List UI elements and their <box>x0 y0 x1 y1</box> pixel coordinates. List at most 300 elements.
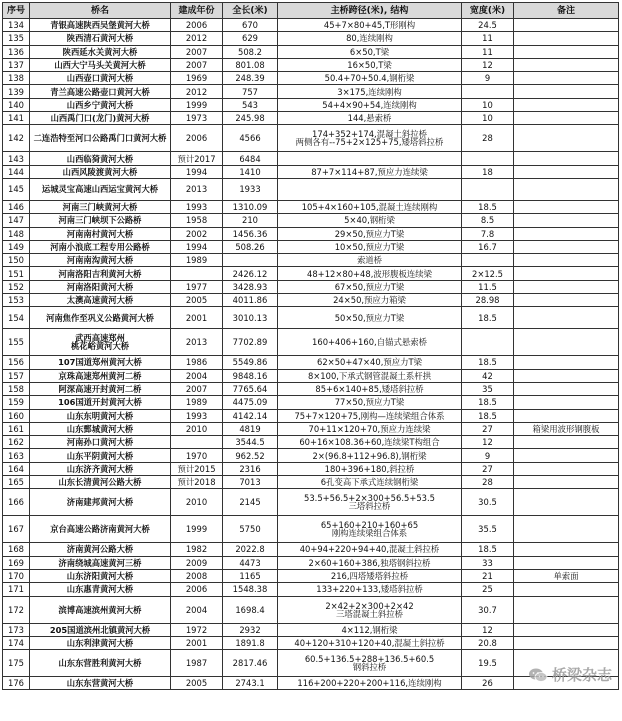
cell-no: 161 <box>3 422 30 435</box>
cell-no: 137 <box>3 58 30 71</box>
cell-name: 河南焦作至巩义公路黄河大桥 <box>30 307 171 329</box>
cell-name: 山东惠青黄河大桥 <box>30 583 171 596</box>
cell-no: 173 <box>3 623 30 636</box>
cell-length: 5750 <box>223 516 278 543</box>
cell-width: 12 <box>462 58 514 71</box>
cell-name: 京珠高速郑州黄河二桥 <box>30 369 171 382</box>
cell-note <box>514 294 619 307</box>
cell-year: 1989 <box>171 254 223 267</box>
cell-year: 预计2017 <box>171 152 223 165</box>
cell-span: 174+352+174,混凝土斜拉桥 两侧各有--75+2×125+75,矮塔斜拉桥 <box>278 125 462 152</box>
cell-year: 1993 <box>171 200 223 213</box>
cell-span: 索道桥 <box>278 254 462 267</box>
cell-name: 106国道开封黄河大桥 <box>30 396 171 409</box>
cell-width: 10 <box>462 112 514 125</box>
cell-name: 山西禹门口(龙门)黄河大桥 <box>30 112 171 125</box>
cell-span: 2×42+2×300+2×42 三塔混凝土斜拉桥 <box>278 596 462 623</box>
cell-note <box>514 543 619 556</box>
cell-width: 9 <box>462 72 514 85</box>
cell-length: 4566 <box>223 125 278 152</box>
cell-length: 1410 <box>223 165 278 178</box>
table-row <box>3 462 619 475</box>
cell-span: 24×50,预应力箱梁 <box>278 294 462 307</box>
table-row <box>3 677 619 690</box>
cell-name: 山东平阴黄河大桥 <box>30 449 171 462</box>
cell-year: 2004 <box>171 369 223 382</box>
cell-span: 54+4×90+54,连续刚构 <box>278 98 462 111</box>
cell-width: 2×12.5 <box>462 267 514 280</box>
cell-width <box>462 254 514 267</box>
cell-no: 138 <box>3 72 30 85</box>
cell-length: 2145 <box>223 489 278 516</box>
table-row <box>3 85 619 98</box>
cell-length: 9848.16 <box>223 369 278 382</box>
cell-width: 18.5 <box>462 356 514 369</box>
cell-note <box>514 329 619 356</box>
cell-note <box>514 436 619 449</box>
header-row <box>3 3 619 19</box>
cell-year: 1973 <box>171 112 223 125</box>
table-row <box>3 329 619 356</box>
cell-length: 1165 <box>223 569 278 582</box>
cell-width: 28.98 <box>462 294 514 307</box>
cell-width <box>462 85 514 98</box>
cell-note <box>514 254 619 267</box>
cell-width: 11 <box>462 32 514 45</box>
cell-year: 1970 <box>171 449 223 462</box>
cell-year: 2008 <box>171 569 223 582</box>
cell-length: 2426.12 <box>223 267 278 280</box>
cell-width: 18.5 <box>462 409 514 422</box>
cell-span: 8×100,下承式钢管混凝土系杆拱 <box>278 369 462 382</box>
cell-name: 山西临猗黄河大桥 <box>30 152 171 165</box>
table-row <box>3 98 619 111</box>
cell-note <box>514 636 619 649</box>
cell-note <box>514 396 619 409</box>
cell-width: 28 <box>462 125 514 152</box>
cell-name: 山西风陵渡黄河大桥 <box>30 165 171 178</box>
cell-length: 543 <box>223 98 278 111</box>
cell-name: 山东长清黄河公路大桥 <box>30 476 171 489</box>
cell-width: 18.5 <box>462 543 514 556</box>
cell-length <box>223 254 278 267</box>
cell-span: 48+12×80+48,波形腹板连续梁 <box>278 267 462 280</box>
cell-year: 1994 <box>171 240 223 253</box>
cell-name: 107国道郑州黄河大桥 <box>30 356 171 369</box>
cell-note <box>514 583 619 596</box>
cell-name: 济南建邦黄河大桥 <box>30 489 171 516</box>
cell-width: 12 <box>462 436 514 449</box>
table-row <box>3 112 619 125</box>
cell-width: 10 <box>462 98 514 111</box>
cell-name: 山东利津黄河大桥 <box>30 636 171 649</box>
cell-span: 77×50,预应力T梁 <box>278 396 462 409</box>
cell-length: 3544.5 <box>223 436 278 449</box>
cell-span: 29×50,预应力T梁 <box>278 227 462 240</box>
cell-width: 18.5 <box>462 396 514 409</box>
cell-no: 175 <box>3 650 30 677</box>
cell-year: 2013 <box>171 329 223 356</box>
cell-name: 太澳高速黄河大桥 <box>30 294 171 307</box>
cell-span: 5×40,钢桁梁 <box>278 214 462 227</box>
cell-name: 青兰高速公路壶口黄河大桥 <box>30 85 171 98</box>
cell-year: 2013 <box>171 178 223 200</box>
cell-no: 157 <box>3 369 30 382</box>
table-row <box>3 32 619 45</box>
header-span: 主桥跨径(米), 结构 <box>278 3 462 19</box>
cell-note <box>514 369 619 382</box>
cell-name: 河南三门峡黄河大桥 <box>30 200 171 213</box>
cell-width: 21 <box>462 569 514 582</box>
table-row <box>3 125 619 152</box>
cell-year: 2010 <box>171 422 223 435</box>
table-row <box>3 267 619 280</box>
cell-no: 176 <box>3 677 30 690</box>
cell-length: 2316 <box>223 462 278 475</box>
cell-name: 山西大宁马头关黄河大桥 <box>30 58 171 71</box>
cell-name: 山东东营黄河大桥 <box>30 677 171 690</box>
cell-name: 河南孙口黄河大桥 <box>30 436 171 449</box>
cell-year: 1969 <box>171 72 223 85</box>
cell-span: 75+7×120+75,刚构—连续梁组合体系 <box>278 409 462 422</box>
cell-width <box>462 178 514 200</box>
cell-no: 148 <box>3 227 30 240</box>
cell-name: 山西乡宁黄河大桥 <box>30 98 171 111</box>
cell-span: 70+11×120+70,预应力连续梁 <box>278 422 462 435</box>
cell-width: 26 <box>462 677 514 690</box>
cell-name: 河南南村黄河大桥 <box>30 227 171 240</box>
cell-span: 62×50+47×40,预应力T梁 <box>278 356 462 369</box>
cell-no: 145 <box>3 178 30 200</box>
cell-name: 阿深高速开封黄河二桥 <box>30 382 171 395</box>
cell-year: 2007 <box>171 382 223 395</box>
cell-note <box>514 240 619 253</box>
table-row <box>3 280 619 293</box>
header-name: 桥名 <box>30 3 171 19</box>
cell-no: 144 <box>3 165 30 178</box>
cell-no: 164 <box>3 462 30 475</box>
cell-name: 济南黄河公路大桥 <box>30 543 171 556</box>
cell-span: 2×60+160+386,独塔钢斜拉桥 <box>278 556 462 569</box>
table-row <box>3 45 619 58</box>
cell-width: 35.5 <box>462 516 514 543</box>
cell-span: 40+120+310+120+40,混凝土斜拉桥 <box>278 636 462 649</box>
cell-no: 152 <box>3 280 30 293</box>
cell-length: 757 <box>223 85 278 98</box>
cell-length: 508.2 <box>223 45 278 58</box>
cell-note <box>514 125 619 152</box>
cell-span: 50×50,预应力T梁 <box>278 307 462 329</box>
cell-length: 3010.13 <box>223 307 278 329</box>
cell-year: 1986 <box>171 356 223 369</box>
cell-note <box>514 462 619 475</box>
cell-name: 山西壶口黄河大桥 <box>30 72 171 85</box>
cell-no: 150 <box>3 254 30 267</box>
cell-year: 2009 <box>171 556 223 569</box>
cell-no: 168 <box>3 543 30 556</box>
cell-name: 河南洛阳吉利黄河大桥 <box>30 267 171 280</box>
cell-year: 2012 <box>171 32 223 45</box>
cell-span: 60+16×108.36+60,连续梁T构组合 <box>278 436 462 449</box>
cell-note <box>514 596 619 623</box>
cell-span <box>278 178 462 200</box>
cell-year: 1999 <box>171 98 223 111</box>
table-row <box>3 436 619 449</box>
cell-name: 山东鄄城黄河大桥 <box>30 422 171 435</box>
cell-no: 147 <box>3 214 30 227</box>
header-note: 备注 <box>514 3 619 19</box>
cell-no: 174 <box>3 636 30 649</box>
cell-span: 53.5+56.5+2×300+56.5+53.5 三塔斜拉桥 <box>278 489 462 516</box>
cell-note <box>514 307 619 329</box>
cell-year: 2006 <box>171 125 223 152</box>
watermark-text: 桥梁杂志 <box>551 666 612 684</box>
cell-note <box>514 214 619 227</box>
cell-width: 25 <box>462 583 514 596</box>
cell-no: 163 <box>3 449 30 462</box>
table-row <box>3 152 619 165</box>
cell-width <box>462 329 514 356</box>
cell-no: 135 <box>3 32 30 45</box>
cell-span: 180+396+180,斜拉桥 <box>278 462 462 475</box>
cell-year: 1977 <box>171 280 223 293</box>
table-row <box>3 307 619 329</box>
cell-name: 济南绕城高速黄河三桥 <box>30 556 171 569</box>
table-row <box>3 72 619 85</box>
cell-year: 1972 <box>171 623 223 636</box>
cell-year <box>171 436 223 449</box>
cell-name: 武西高速郑州 桃花峪黄河大桥 <box>30 329 171 356</box>
table-row <box>3 214 619 227</box>
cell-year: 2010 <box>171 489 223 516</box>
cell-length: 1933 <box>223 178 278 200</box>
cell-no: 158 <box>3 382 30 395</box>
table-row <box>3 165 619 178</box>
watermark <box>528 664 612 685</box>
cell-name: 滨博高速滨州黄河大桥 <box>30 596 171 623</box>
cell-width: 27 <box>462 422 514 435</box>
cell-span: 105+4×160+105,混凝土连续刚构 <box>278 200 462 213</box>
cell-length: 7702.89 <box>223 329 278 356</box>
cell-year: 2006 <box>171 583 223 596</box>
cell-year: 2012 <box>171 85 223 98</box>
cell-year: 2006 <box>171 19 223 32</box>
cell-no: 165 <box>3 476 30 489</box>
cell-span: 10×50,预应力T梁 <box>278 240 462 253</box>
table-row <box>3 58 619 71</box>
cell-year: 预计2015 <box>171 462 223 475</box>
cell-width: 9 <box>462 449 514 462</box>
table-row <box>3 556 619 569</box>
cell-width: 28 <box>462 476 514 489</box>
cell-year: 2004 <box>171 596 223 623</box>
cell-width: 11 <box>462 45 514 58</box>
cell-year: 2007 <box>171 58 223 71</box>
cell-no: 162 <box>3 436 30 449</box>
cell-span: 45+7×80+45,T形刚构 <box>278 19 462 32</box>
cell-no: 166 <box>3 489 30 516</box>
cell-note <box>514 152 619 165</box>
cell-no: 156 <box>3 356 30 369</box>
cell-length: 801.08 <box>223 58 278 71</box>
cell-span: 116+200+220+200+116,连续刚构 <box>278 677 462 690</box>
cell-note: 箱梁用波形钢腹板 <box>514 422 619 435</box>
cell-no: 146 <box>3 200 30 213</box>
cell-length: 248.39 <box>223 72 278 85</box>
cell-width: 33 <box>462 556 514 569</box>
cell-note <box>514 476 619 489</box>
cell-note <box>514 58 619 71</box>
table-row <box>3 449 619 462</box>
cell-no: 142 <box>3 125 30 152</box>
cell-name: 山东济阳黄河大桥 <box>30 569 171 582</box>
cell-length: 3428.93 <box>223 280 278 293</box>
cell-length: 2022.8 <box>223 543 278 556</box>
cell-note <box>514 178 619 200</box>
cell-name: 山东济齐黄河大桥 <box>30 462 171 475</box>
cell-width: 18.5 <box>462 307 514 329</box>
table-row <box>3 516 619 543</box>
cell-note <box>514 98 619 111</box>
cell-note <box>514 200 619 213</box>
cell-length: 4819 <box>223 422 278 435</box>
cell-length: 7013 <box>223 476 278 489</box>
cell-span <box>278 152 462 165</box>
table-row <box>3 19 619 32</box>
cell-width <box>462 152 514 165</box>
cell-note <box>514 356 619 369</box>
cell-note <box>514 19 619 32</box>
table-row <box>3 254 619 267</box>
cell-span: 50.4+70+50.4,钢桁梁 <box>278 72 462 85</box>
cell-width: 42 <box>462 369 514 382</box>
table-row <box>3 476 619 489</box>
cell-length: 4475.09 <box>223 396 278 409</box>
cell-note <box>514 85 619 98</box>
wechat-icon <box>528 667 548 683</box>
cell-note <box>514 72 619 85</box>
table-row <box>3 569 619 582</box>
table-row <box>3 409 619 422</box>
cell-year: 2007 <box>171 45 223 58</box>
cell-name: 陕西延水关黄河大桥 <box>30 45 171 58</box>
cell-length: 962.52 <box>223 449 278 462</box>
cell-width: 35 <box>462 382 514 395</box>
cell-length: 7765.64 <box>223 382 278 395</box>
cell-span: 144,悬索桥 <box>278 112 462 125</box>
cell-length: 2743.1 <box>223 677 278 690</box>
table-row <box>3 178 619 200</box>
cell-no: 149 <box>3 240 30 253</box>
cell-no: 160 <box>3 409 30 422</box>
cell-no: 153 <box>3 294 30 307</box>
cell-note <box>514 449 619 462</box>
cell-length: 6484 <box>223 152 278 165</box>
cell-no: 171 <box>3 583 30 596</box>
cell-note <box>514 280 619 293</box>
table-row <box>3 489 619 516</box>
cell-span: 133+220+133,矮塔斜拉桥 <box>278 583 462 596</box>
cell-no: 139 <box>3 85 30 98</box>
cell-length: 4142.14 <box>223 409 278 422</box>
cell-span: 85+6×140+85,矮塔斜拉桥 <box>278 382 462 395</box>
cell-name: 河南南沟黄河大桥 <box>30 254 171 267</box>
cell-note <box>514 382 619 395</box>
cell-length: 670 <box>223 19 278 32</box>
cell-span: 67×50,预应力T梁 <box>278 280 462 293</box>
cell-length: 4473 <box>223 556 278 569</box>
header-no: 序号 <box>3 3 30 19</box>
cell-span: 3×175,连续刚构 <box>278 85 462 98</box>
cell-length: 1891.8 <box>223 636 278 649</box>
cell-length: 1698.4 <box>223 596 278 623</box>
cell-name: 京台高速公路济南黄河大桥 <box>30 516 171 543</box>
table-row <box>3 240 619 253</box>
cell-note: 单索面 <box>514 569 619 582</box>
cell-name: 陕西清石黄河大桥 <box>30 32 171 45</box>
table-row <box>3 636 619 649</box>
cell-year: 2005 <box>171 294 223 307</box>
cell-year: 1989 <box>171 396 223 409</box>
cell-width: 18 <box>462 165 514 178</box>
cell-no: 170 <box>3 569 30 582</box>
cell-width: 30.7 <box>462 596 514 623</box>
cell-span: 65+160+210+160+65 刚构连续梁组合体系 <box>278 516 462 543</box>
header-year: 建成年份 <box>171 3 223 19</box>
cell-no: 143 <box>3 152 30 165</box>
table-row <box>3 294 619 307</box>
cell-width: 30.5 <box>462 489 514 516</box>
cell-no: 136 <box>3 45 30 58</box>
cell-note <box>514 556 619 569</box>
cell-note <box>514 227 619 240</box>
cell-length: 1548.38 <box>223 583 278 596</box>
cell-length: 245.98 <box>223 112 278 125</box>
cell-note <box>514 409 619 422</box>
cell-length: 210 <box>223 214 278 227</box>
table-row <box>3 200 619 213</box>
cell-width: 19.5 <box>462 650 514 677</box>
cell-span: 6×50,T梁 <box>278 45 462 58</box>
table-row <box>3 356 619 369</box>
cell-span: 80,连续刚构 <box>278 32 462 45</box>
cell-name: 河南三门峡坝下公路桥 <box>30 214 171 227</box>
cell-width: 12 <box>462 623 514 636</box>
cell-name: 青银高速陕西吴堡黄河大桥 <box>30 19 171 32</box>
cell-year: 预计2018 <box>171 476 223 489</box>
cell-name: 河南洛阳黄河大桥 <box>30 280 171 293</box>
table-row <box>3 596 619 623</box>
cell-note <box>514 112 619 125</box>
cell-no: 172 <box>3 596 30 623</box>
header-width: 宽度(米) <box>462 3 514 19</box>
cell-no: 141 <box>3 112 30 125</box>
cell-length: 629 <box>223 32 278 45</box>
cell-width: 11.5 <box>462 280 514 293</box>
cell-span: 60.5+136.5+288+136.5+60.5 钢斜拉桥 <box>278 650 462 677</box>
cell-note <box>514 32 619 45</box>
cell-year: 2001 <box>171 307 223 329</box>
cell-width: 20.8 <box>462 636 514 649</box>
cell-no: 154 <box>3 307 30 329</box>
cell-note <box>514 45 619 58</box>
cell-year: 1993 <box>171 409 223 422</box>
cell-year: 1982 <box>171 543 223 556</box>
table-row <box>3 623 619 636</box>
cell-year: 2005 <box>171 677 223 690</box>
cell-span: 6孔变高下承式连续钢桁梁 <box>278 476 462 489</box>
cell-note <box>514 267 619 280</box>
